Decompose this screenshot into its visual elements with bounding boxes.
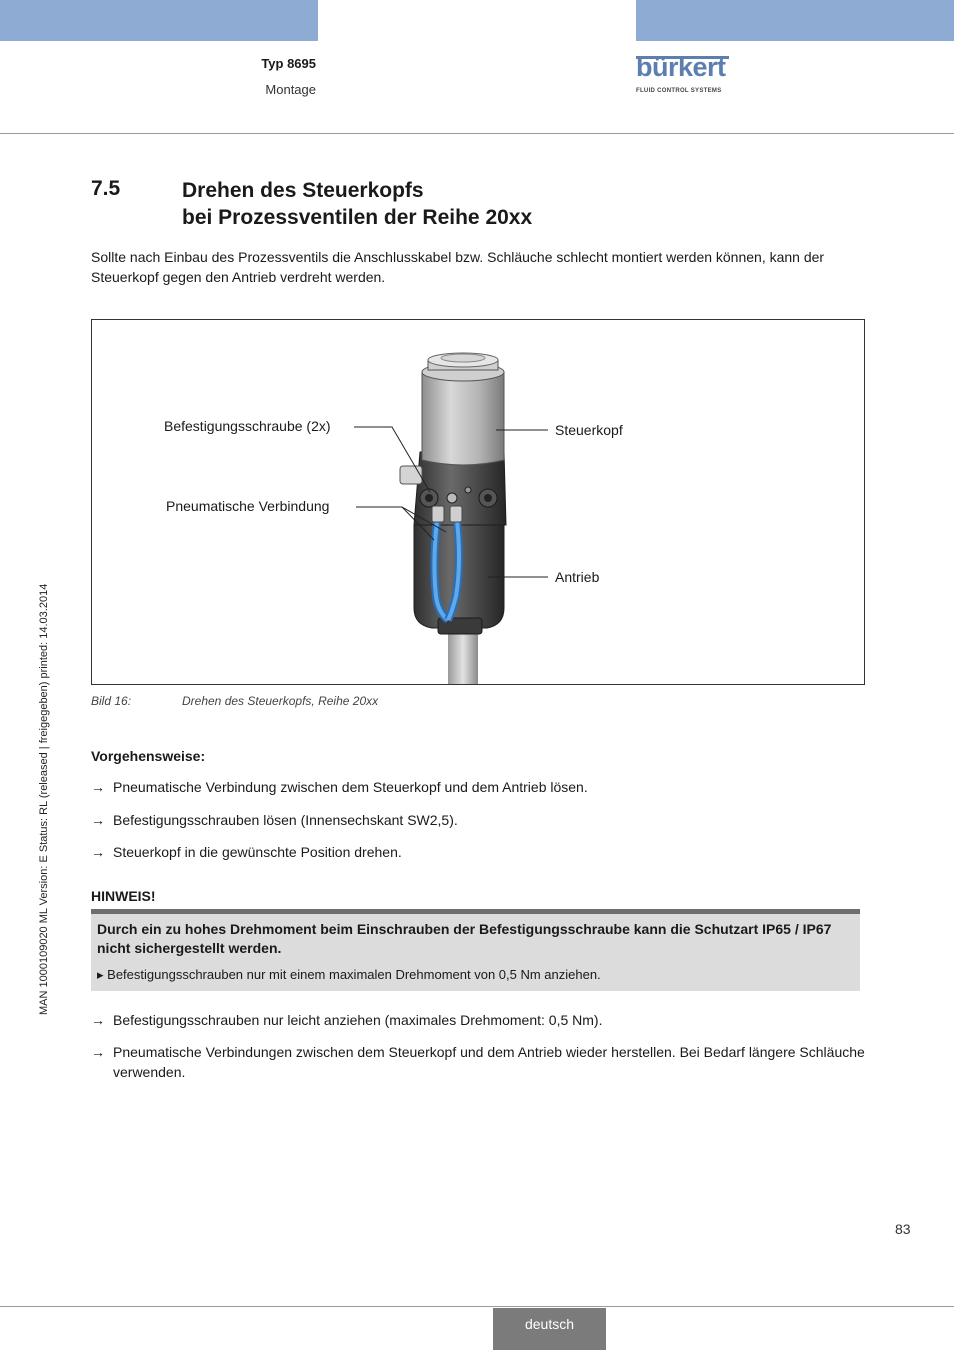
notice-item <box>97 967 601 983</box>
procedure-step-text: Befestigungsschrauben lösen (Innensechskant SW2,5). <box>113 812 458 828</box>
procedure-step <box>91 1010 866 1030</box>
header-divider <box>0 133 954 134</box>
notice-title: HINWEIS! <box>91 888 156 904</box>
callout-actuator: Antrieb <box>555 569 600 585</box>
section-title-line1: Drehen des Steuerkopfs <box>182 179 424 202</box>
section-title-line2: bei Prozessventilen der Reihe 20xx <box>182 206 533 229</box>
figure-caption-text: Drehen des Steuerkopfs, Reihe 20xx <box>182 694 379 708</box>
procedure-step <box>91 842 866 862</box>
logo-tagline: FLUID CONTROL SYSTEMS <box>636 88 722 94</box>
burkert-logo <box>636 52 736 98</box>
procedure-step <box>91 810 866 830</box>
section-number: 7.5 <box>91 177 121 200</box>
intro-paragraph: Sollte nach Einbau des Prozessventils die Anschlusskabel bzw. Schläuche schlecht montiert werden können, kann der Steuerkopf gegen den Antrieb verdreht werden. <box>91 249 825 285</box>
arrow-icon: → <box>91 779 105 795</box>
procedure-step <box>91 777 866 797</box>
procedure-title: Vorgehensweise: <box>91 748 206 764</box>
control-head-cylinder <box>422 372 504 465</box>
procedure-step-text: Pneumatische Verbindung zwischen dem Steuerkopf und dem Antrieb lösen. <box>113 779 588 795</box>
figure-frame <box>91 319 865 685</box>
arrow-icon: → <box>91 1012 105 1028</box>
arrow-icon: → <box>91 812 105 828</box>
footer-divider <box>0 1306 954 1307</box>
procedure-step-text: Pneumatische Verbindungen zwischen dem Steuerkopf und dem Antrieb wieder herstellen. Bei Bedarf längere Schläuche verwenden. <box>113 1044 865 1080</box>
notice-item-text: Befestigungsschrauben nur mit einem maximalen Drehmoment von 0,5 Nm anziehen. <box>107 967 601 982</box>
procedure-step-text: Steuerkopf in die gewünschte Position drehen. <box>113 844 402 860</box>
page-number: 83 <box>895 1221 911 1237</box>
arrow-icon: → <box>91 844 105 860</box>
document-metadata-vertical: MAN 1000109020 ML Version: E Status: RL (released | freigegeben) printed: 14.03.2014 <box>38 583 50 1015</box>
callout-head: Steuerkopf <box>555 422 623 438</box>
section-title <box>182 177 532 231</box>
callout-screw: Befestigungsschraube (2x) <box>164 418 331 434</box>
header-type-label: Typ 8695 <box>261 56 316 71</box>
procedure-step <box>91 1042 866 1082</box>
bullet-icon: ▸ <box>97 967 104 982</box>
header-section: Montage <box>265 82 316 97</box>
notice-box <box>91 909 860 991</box>
logo-wordmark: bürkert <box>636 52 726 82</box>
notice-heading: Durch ein zu hohes Drehmoment beim Einschrauben der Befestigungsschraube kann die Schutzart IP65 / IP67 nicht sichergestellt werden. <box>97 921 832 956</box>
figure-caption-label: Bild 16: <box>91 694 132 708</box>
header-band-left <box>0 0 318 41</box>
procedure-step-text: Befestigungsschrauben nur leicht anziehen (maximales Drehmoment: 0,5 Nm). <box>113 1012 603 1028</box>
arrow-icon: → <box>91 1044 105 1060</box>
header-band-right <box>636 0 954 41</box>
callout-pneumatic: Pneumatische Verbindung <box>166 498 330 514</box>
language-tab: deutsch <box>493 1308 606 1350</box>
